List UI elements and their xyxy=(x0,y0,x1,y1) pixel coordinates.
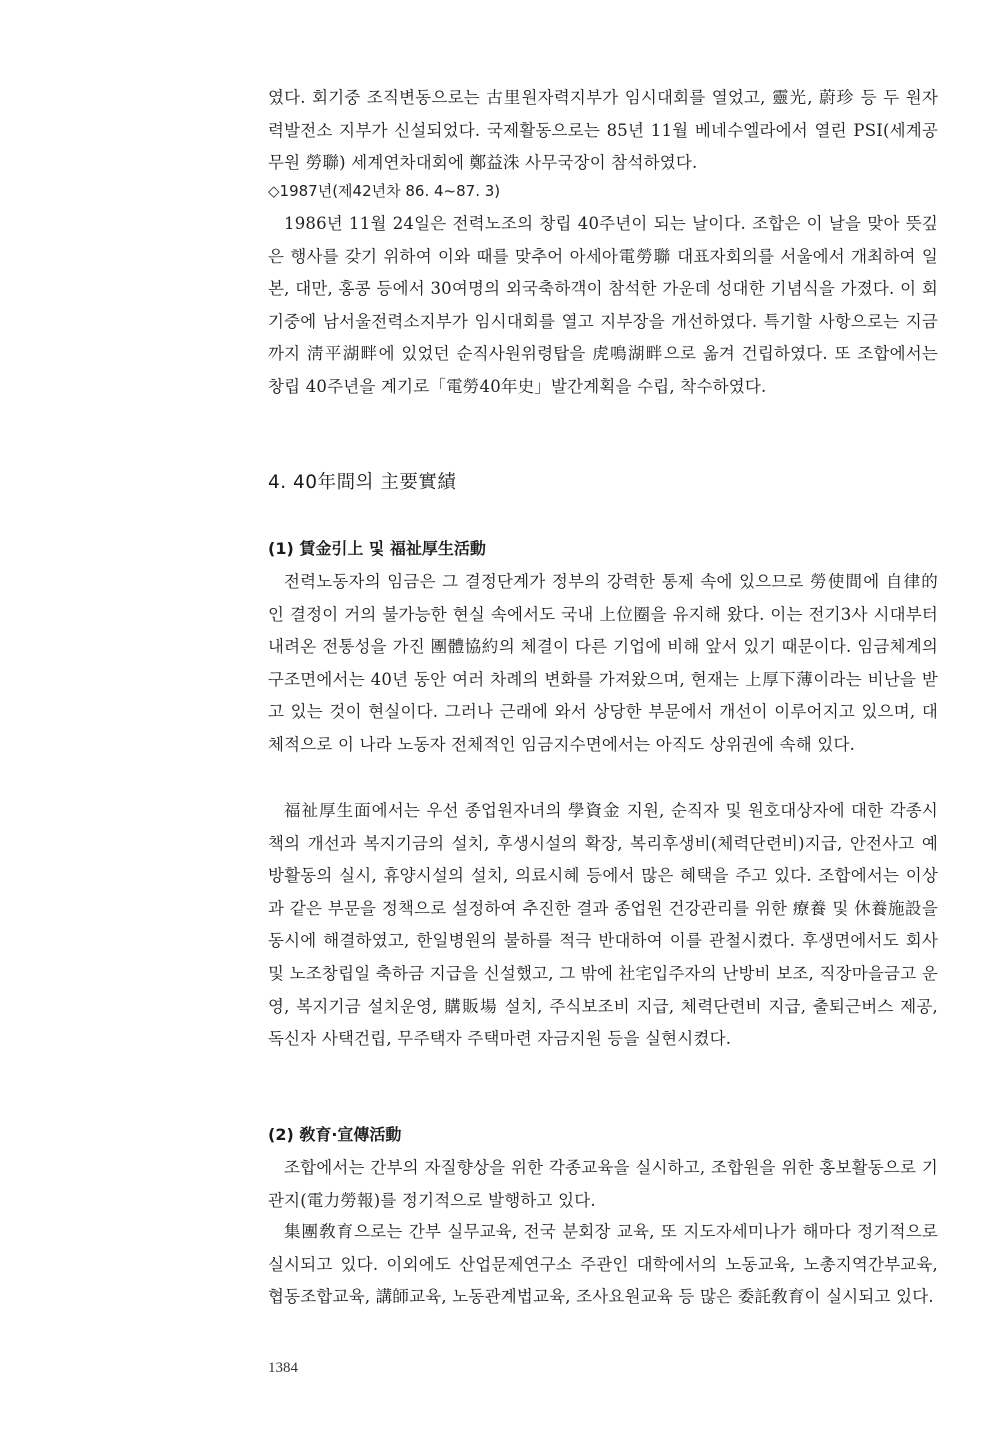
education-paragraph: 조합에서는 간부의 자질향상을 위한 각종교육을 실시하고, 조합원을 위한 홍보활동으로 기관지(電力勞報)를 정기적으로 발행하고 있다. xyxy=(268,1158,938,1210)
wage-paragraph: 전력노동자의 임금은 그 결정단계가 정부의 강력한 통제 속에 있으므로 勞使間에 自律的인 결정이 거의 불가능한 현실 속에서도 국내 上位圈을 유지해 왔다. 이는 전기3사 시대부터 내려온 전통성을 가진 團體協約의 체결이 다른 기업에 비해 앞서 있기 때문이다. 임금체계의 구조면에서는 40년 동안 여러 차례의 변화를 가져왔으며, 현재는 上厚下薄이라는 비난을 받고 있는 것이 현실이다. 그러나 근래에 와서 상당한 부문에서 개선이 이루어지고 있으며, 대체적으로 이 나라 노동자 전체적인 임금지수면에서는 아직도 상위권에 속해 있다. xyxy=(268,572,938,754)
year-1987-heading: ◇1987년(제42년차 86. 4~87. 3) xyxy=(268,182,501,200)
group-education-paragraph: 集團敎育으로는 간부 실무교육, 전국 분회장 교육, 또 지도자세미나가 해마다 정기적으로 실시되고 있다. 이외에도 산업문제연구소 주관인 대학에서의 노동교육, 노총지역간부교육, 협동조합교육, 講師교육, 노동관계법교육, 조사요원교육 등 많은 委託敎育이 실시되고 있다. xyxy=(268,1222,938,1307)
year-1987-paragraph: 1986년 11월 24일은 전력노조의 창립 40주년이 되는 날이다. 조합은 이 날을 맞아 뜻깊은 행사를 갖기 위하여 이와 때를 맞추어 아세아電勞聯 대표자회의를 서울에서 개최하여 일본, 대만, 홍콩 등에서 30여명의 외국축하객이 참석한 가운데 성대한 기념식을 가졌다. 이 회기중에 남서울전력소지부가 임시대회를 열고 지부장을 개선하였다. 특기할 사항으로는 지금까지 淸平湖畔에 있었던 순직사원위령탑을 虎鳴湖畔으로 옮겨 건립하였다. 또 조합에서는 창립 40주년을 계기로「電勞40年史」발간계획을 수립, 착수하였다. xyxy=(268,214,938,396)
subsection-2-title: (2) 敎育·宣傳活動 xyxy=(268,1125,402,1144)
subsection-1-title: (1) 賃金引上 및 福祉厚生活動 xyxy=(268,539,486,558)
page-number: 1384 xyxy=(268,1360,298,1376)
section-4-title: 4. 40年間의 主要實績 xyxy=(268,472,457,493)
intro-paragraph: 였다. 회기중 조직변동으로는 古里원자력지부가 임시대회를 열었고, 靈光, 蔚珍 등 두 원자력발전소 지부가 신설되었다. 국제활동으로는 85년 11월 베네수엘라에서 열린 PSI(세계공무원 勞聯) 세계연차대회에 鄭益洙 사무국장이 참석하였다. xyxy=(268,88,938,173)
welfare-paragraph: 福祉厚生面에서는 우선 종업원자녀의 學資金 지원, 순직자 및 원호대상자에 대한 각종시책의 개선과 복지기금의 설치, 후생시설의 확장, 복리후생비(체력단련비)지급, 안전사고 예방활동의 실시, 휴양시설의 설치, 의료시혜 등에서 많은 혜택을 주고 있다. 조합에서는 이상과 같은 부문을 정책으로 설정하여 추진한 결과 종업원 건강관리를 위한 療養 및 休養施設을 동시에 해결하였고, 한일병원의 불하를 적극 반대하여 이를 관철시켰다. 후생면에서도 회사 및 노조창립일 축하금 지급을 신설했고, 그 밖에 社宅입주자의 난방비 보조, 직장마을금고 운영, 복지기금 설치운영, 購販場 설치, 주식보조비 지급, 체력단련비 지급, 출퇴근버스 제공, 독신자 사택건립, 무주택자 주택마련 자금지원 등을 실현시켰다. xyxy=(268,801,938,1049)
